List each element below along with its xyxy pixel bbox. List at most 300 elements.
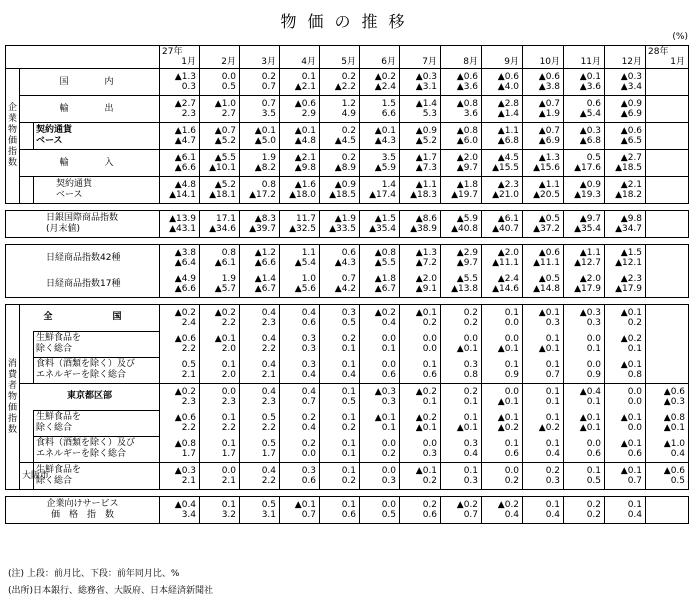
value-cell: ▲2.1 [280,82,320,96]
value-cell: 11.7 [280,211,320,225]
value-cell: 0.8 [200,245,240,259]
value-cell: 0.2 [320,476,360,490]
value-cell: 2.1 [240,370,280,384]
value-cell: 0.2 [320,423,360,436]
value-cell: 0.0 [360,463,400,477]
value-cell: 0.1 [320,344,360,357]
value-cell: ▲0.1 [605,357,646,370]
value-cell [646,510,689,524]
unit-label: (%) [672,32,688,42]
value-cell: ▲1.9 [523,109,564,123]
value-cell: ▲0.2 [400,410,441,423]
value-cell: 2.3 [240,318,280,331]
value-cell: ▲0.1 [523,344,564,357]
spacer-row [6,490,689,497]
value-cell: 0.4 [280,305,320,319]
notes [8,566,213,600]
spacer-row [6,298,689,305]
value-cell: 0.1 [400,357,441,370]
row-label-indent [20,331,34,384]
header-month [441,46,482,69]
value-cell: 0.1 [320,384,360,398]
value-cell: ▲12.7 [564,258,605,271]
value-cell: ▲0.1 [280,497,320,511]
value-cell: ▲8.2 [240,163,280,177]
row-label-export-contract [34,123,160,150]
value-cell: 0.3 [280,357,320,370]
value-cell: 0.3 [280,331,320,344]
data-row-upper [6,271,689,284]
value-cell: ▲1.9 [320,211,360,225]
price-table-body [6,46,689,524]
value-cell: 0.1 [441,397,482,410]
value-cell: ▲2.8 [482,96,523,110]
value-cell: 0.7 [441,510,482,524]
value-cell: ▲18.1 [200,190,240,204]
value-cell: 1.4 [360,177,400,191]
row-label-indent [20,123,34,150]
header-month-label: 11月 [580,57,602,67]
value-cell: ▲3.1 [400,82,441,96]
value-cell: ▲0.9 [400,123,441,137]
value-cell: 0.3 [360,476,400,490]
value-cell: ▲0.4 [160,497,200,511]
value-cell: ▲0.1 [605,436,646,449]
value-cell: 0.5 [200,82,240,96]
value-cell: ▲15.5 [482,163,523,177]
value-cell: ▲1.4 [400,96,441,110]
page-title: 物価の推移 [280,12,416,31]
value-cell: ▲0.1 [564,410,605,423]
price-table [5,45,689,524]
price-table-wrapper [5,45,689,524]
value-cell [646,305,689,319]
data-row-upper [6,410,689,423]
value-cell: ▲1.1 [564,245,605,259]
value-cell: 0.1 [200,497,240,511]
value-cell: 3.2 [200,510,240,524]
value-cell: ▲6.9 [523,136,564,150]
value-cell: 0.3 [280,463,320,477]
value-cell: ▲5.5 [360,258,400,271]
value-cell: 2.1 [200,476,240,490]
value-cell: ▲18.2 [605,190,646,204]
value-cell: 0.5 [320,397,360,410]
value-cell: 0.2 [482,476,523,490]
value-cell: ▲1.5 [605,245,646,259]
value-cell: 0.2 [320,123,360,137]
value-cell: 1.7 [240,449,280,463]
value-cell: 0.7 [523,370,564,384]
value-cell: 2.3 [200,397,240,410]
value-cell: ▲34.6 [200,224,240,238]
value-cell: 0.2 [320,69,360,83]
value-cell: ▲12.1 [605,258,646,271]
value-cell: 0.2 [400,318,441,331]
data-row-upper [6,357,689,370]
value-cell: ▲0.6 [160,410,200,423]
value-cell: ▲39.7 [240,224,280,238]
value-cell: ▲2.7 [160,96,200,110]
value-cell: ▲0.2 [441,497,482,511]
header-year: 28年 [648,47,669,57]
value-cell: 0.3 [400,449,441,463]
value-cell: ▲0.2 [360,305,400,319]
value-cell: 0.5 [360,510,400,524]
data-row-upper [6,384,689,398]
data-row-upper [6,463,689,477]
value-cell: ▲2.4 [360,82,400,96]
value-cell: ▲18.5 [605,163,646,177]
value-cell: ▲0.5 [523,271,564,284]
value-cell: 0.5 [646,476,689,490]
value-cell: 0.0 [564,436,605,449]
value-cell [646,150,689,164]
value-cell: 3.5 [240,109,280,123]
value-cell: 0.4 [482,510,523,524]
value-cell: 0.1 [441,410,482,423]
value-cell: ▲34.7 [605,224,646,238]
value-cell: ▲19.7 [441,190,482,204]
value-cell: 2.4 [160,318,200,331]
value-cell: 0.2 [564,497,605,511]
row-label-line2: 除く総合 [36,476,73,486]
value-cell: ▲0.3 [160,463,200,477]
row-label-line1: 食料（酒類を除く）及び [36,359,136,370]
row-label-tokyo-exfood [34,436,160,463]
section-cpi [6,305,20,490]
value-cell: ▲0.1 [441,344,482,357]
value-cell: ▲0.8 [160,436,200,449]
row-label-line1: 生鮮食品を [36,465,82,475]
row-label-line1: 生鮮食品を [36,333,82,343]
value-cell: 0.1 [200,357,240,370]
value-cell: ▲18.5 [320,190,360,204]
value-cell: 2.2 [160,423,200,436]
row-label-tokyo-exfresh [34,410,160,436]
value-cell: ▲6.6 [160,163,200,177]
value-cell: 0.1 [523,410,564,423]
value-cell: ▲0.7 [200,123,240,137]
value-cell: ▲4.8 [280,136,320,150]
value-cell: ▲0.1 [605,410,646,423]
value-cell: ▲0.2 [605,331,646,344]
value-cell: 0.9 [564,370,605,384]
value-cell: ▲14.6 [482,284,523,298]
value-cell: ▲0.3 [605,69,646,83]
value-cell: ▲0.1 [646,423,689,436]
value-cell: 0.2 [320,331,360,344]
value-cell: 0.1 [441,463,482,477]
value-cell: 0.4 [360,318,400,331]
value-cell: ▲0.8 [646,410,689,423]
value-cell: 0.1 [320,357,360,370]
value-cell: ▲1.4 [482,109,523,123]
value-cell: 0.6 [564,449,605,463]
value-cell: 0.3 [441,476,482,490]
value-cell: ▲0.8 [441,123,482,137]
header-month [605,46,646,69]
value-cell: ▲0.1 [605,305,646,319]
value-cell: 0.1 [200,410,240,423]
value-cell: ▲3.4 [605,82,646,96]
value-cell: 0.6 [400,370,441,384]
value-cell: ▲0.6 [160,331,200,344]
value-cell: ▲38.9 [400,224,441,238]
value-cell: ▲0.9 [564,177,605,191]
row-label-line2: エネルギーを除く総合 [36,449,127,460]
value-cell: ▲2.0 [400,271,441,284]
value-cell: ▲17.6 [564,163,605,177]
value-cell: ▲6.4 [160,258,200,271]
value-cell: 0.0 [482,318,523,331]
value-cell: ▲32.5 [280,224,320,238]
value-cell: 1.2 [320,96,360,110]
value-cell: ▲9.8 [605,211,646,225]
value-cell: 0.1 [360,344,400,357]
value-cell: ▲6.1 [160,150,200,164]
value-cell: 0.0 [360,331,400,344]
value-cell: ▲1.8 [441,177,482,191]
value-cell: 0.1 [523,357,564,370]
value-cell: 0.5 [240,410,280,423]
value-cell: 1.7 [160,449,200,463]
value-cell: 0.5 [160,357,200,370]
value-cell: 2.2 [240,344,280,357]
value-cell: 0.0 [360,357,400,370]
value-cell: ▲0.6 [280,96,320,110]
header-month [523,46,564,69]
value-cell: ▲0.2 [482,423,523,436]
value-cell [646,163,689,177]
value-cell: ▲19.3 [564,190,605,204]
value-cell: ▲0.2 [200,305,240,319]
value-cell: ▲0.1 [280,123,320,137]
value-cell: 2.7 [200,109,240,123]
value-cell: 0.1 [320,497,360,511]
header-corner [6,46,160,69]
section-cgpi [6,69,20,204]
value-cell: ▲3.6 [564,82,605,96]
header-month [160,46,200,69]
value-cell: 0.4 [280,370,320,384]
value-cell: ▲0.1 [400,463,441,477]
value-cell: ▲15.6 [523,163,564,177]
data-row-upper [6,123,689,137]
header-month-label: 9月 [504,57,520,67]
note-text: (注) 上段：前月比、下段：前年同月比、% [8,569,180,579]
value-cell: ▲7.3 [400,163,441,177]
value-cell: ▲0.1 [240,123,280,137]
data-row-upper [6,177,689,191]
value-cell: 0.0 [482,463,523,477]
value-cell: 0.6 [564,96,605,110]
value-cell [646,245,689,259]
value-cell [646,284,689,298]
header-month [482,46,523,69]
value-cell: 0.4 [605,510,646,524]
value-cell: 4.9 [320,109,360,123]
value-cell: 0.4 [240,384,280,398]
value-cell: 0.1 [564,397,605,410]
value-cell: 0.3 [160,82,200,96]
value-cell: ▲11.1 [523,258,564,271]
value-cell: ▲10.1 [200,163,240,177]
value-cell: ▲6.6 [160,284,200,298]
value-cell: 0.1 [482,436,523,449]
row-label-line1: 日銀国際商品指数 [46,213,119,223]
value-cell: ▲0.6 [646,463,689,477]
header-month-label: 4月 [301,57,317,67]
row-label-line2: エネルギーを除く総合 [36,370,127,381]
value-cell: ▲1.0 [200,96,240,110]
value-cell: ▲2.3 [482,177,523,191]
value-cell: 0.1 [523,497,564,511]
value-cell [646,136,689,150]
value-cell: 0.2 [360,449,400,463]
value-cell: ▲1.6 [160,123,200,137]
value-cell: ▲2.4 [482,271,523,284]
value-cell: ▲43.1 [160,224,200,238]
value-cell: ▲0.2 [482,497,523,511]
value-cell: ▲8.9 [320,163,360,177]
value-cell: 0.4 [646,449,689,463]
value-cell: 0.0 [605,397,646,410]
value-cell: ▲6.8 [482,136,523,150]
value-cell: 0.4 [441,449,482,463]
value-cell: 1.9 [240,150,280,164]
value-cell: 0.0 [482,384,523,398]
value-cell: ▲5.6 [280,284,320,298]
value-cell: 2.9 [280,109,320,123]
value-cell: ▲20.5 [523,190,564,204]
value-cell: ▲6.8 [564,136,605,150]
value-cell: ▲0.2 [400,384,441,398]
value-cell: ▲5.7 [200,284,240,298]
value-cell: 0.0 [564,331,605,344]
value-cell: ▲4.3 [320,258,360,271]
value-cell: 0.7 [605,476,646,490]
value-cell: ▲4.0 [482,82,523,96]
value-cell: ▲0.1 [200,331,240,344]
value-cell: ▲2.0 [564,271,605,284]
value-cell: ▲0.5 [523,211,564,225]
value-cell: 0.1 [200,436,240,449]
value-cell: ▲5.4 [564,109,605,123]
value-cell: ▲2.3 [605,271,646,284]
value-cell: 6.6 [360,109,400,123]
value-cell: ▲11.1 [482,258,523,271]
value-cell: ▲0.2 [360,69,400,83]
value-cell: 5.3 [400,109,441,123]
value-cell: ▲0.2 [160,305,200,319]
value-cell: 0.4 [280,423,320,436]
value-cell [646,344,689,357]
value-cell: 0.6 [320,510,360,524]
value-cell: ▲40.7 [482,224,523,238]
value-cell: 0.2 [400,497,441,511]
value-cell: ▲5.9 [360,163,400,177]
value-cell: ▲0.6 [523,245,564,259]
value-cell: ▲9.1 [400,284,441,298]
row-label-national-exfood [34,357,160,384]
value-cell: ▲21.0 [482,190,523,204]
value-cell: 0.5 [564,150,605,164]
row-label-indent [20,177,34,204]
spacer [6,490,689,497]
value-cell: 0.2 [441,318,482,331]
value-cell: ▲2.7 [605,150,646,164]
value-cell: ▲17.9 [564,284,605,298]
header-month-label: 8月 [463,57,479,67]
value-cell: ▲3.8 [523,82,564,96]
row-label-nikkei17: 日経商品指数17種 [6,271,160,298]
value-cell: ▲1.4 [240,271,280,284]
row-label-line2: 除く総合 [36,344,73,354]
value-cell: 0.0 [564,357,605,370]
value-cell: 2.0 [200,370,240,384]
value-cell: 0.4 [240,305,280,319]
value-cell: ▲0.3 [564,305,605,319]
value-cell [646,190,689,204]
value-cell [646,211,689,225]
value-cell: 0.6 [280,476,320,490]
value-cell: ▲4.5 [320,136,360,150]
value-cell: ▲0.1 [564,69,605,83]
value-cell: 0.1 [280,69,320,83]
value-cell: ▲40.8 [441,224,482,238]
value-cell: 0.0 [280,449,320,463]
value-cell: 0.1 [523,384,564,398]
value-cell: 0.2 [280,436,320,449]
value-cell: ▲1.1 [482,123,523,137]
data-row-upper [6,245,689,259]
value-cell: ▲0.8 [441,96,482,110]
value-cell: 0.8 [605,370,646,384]
row-label-line2: ベース [36,136,63,146]
header-month [564,46,605,69]
value-cell: ▲5.5 [200,150,240,164]
header-month-label: 2月 [221,57,237,67]
value-cell: 0.4 [523,449,564,463]
value-cell: ▲0.7 [523,123,564,137]
value-cell: ▲2.9 [441,245,482,259]
value-cell: 2.0 [200,344,240,357]
value-cell: 1.5 [360,96,400,110]
value-cell: 0.1 [564,344,605,357]
value-cell: 0.7 [280,510,320,524]
value-cell: ▲6.1 [200,258,240,271]
value-cell: ▲2.1 [605,177,646,191]
value-cell: ▲17.4 [360,190,400,204]
value-cell: 0.2 [441,384,482,398]
value-cell: 0.3 [523,318,564,331]
row-label-line1: 企業向けサービス [46,499,119,509]
value-cell: ▲1.0 [646,436,689,449]
row-label-domestic: 国 内 [20,69,160,96]
value-cell: ▲4.3 [360,136,400,150]
header-row [6,46,689,69]
value-cell: 0.1 [523,331,564,344]
value-cell: ▲5.9 [441,211,482,225]
value-cell: ▲9.7 [441,163,482,177]
value-cell: 0.7 [240,96,280,110]
value-cell: 0.0 [200,384,240,398]
header-month-label: 6月 [381,57,397,67]
row-label-line1: 契約通貨 [56,179,93,189]
value-cell: ▲8.3 [240,211,280,225]
value-cell: 0.7 [320,271,360,284]
